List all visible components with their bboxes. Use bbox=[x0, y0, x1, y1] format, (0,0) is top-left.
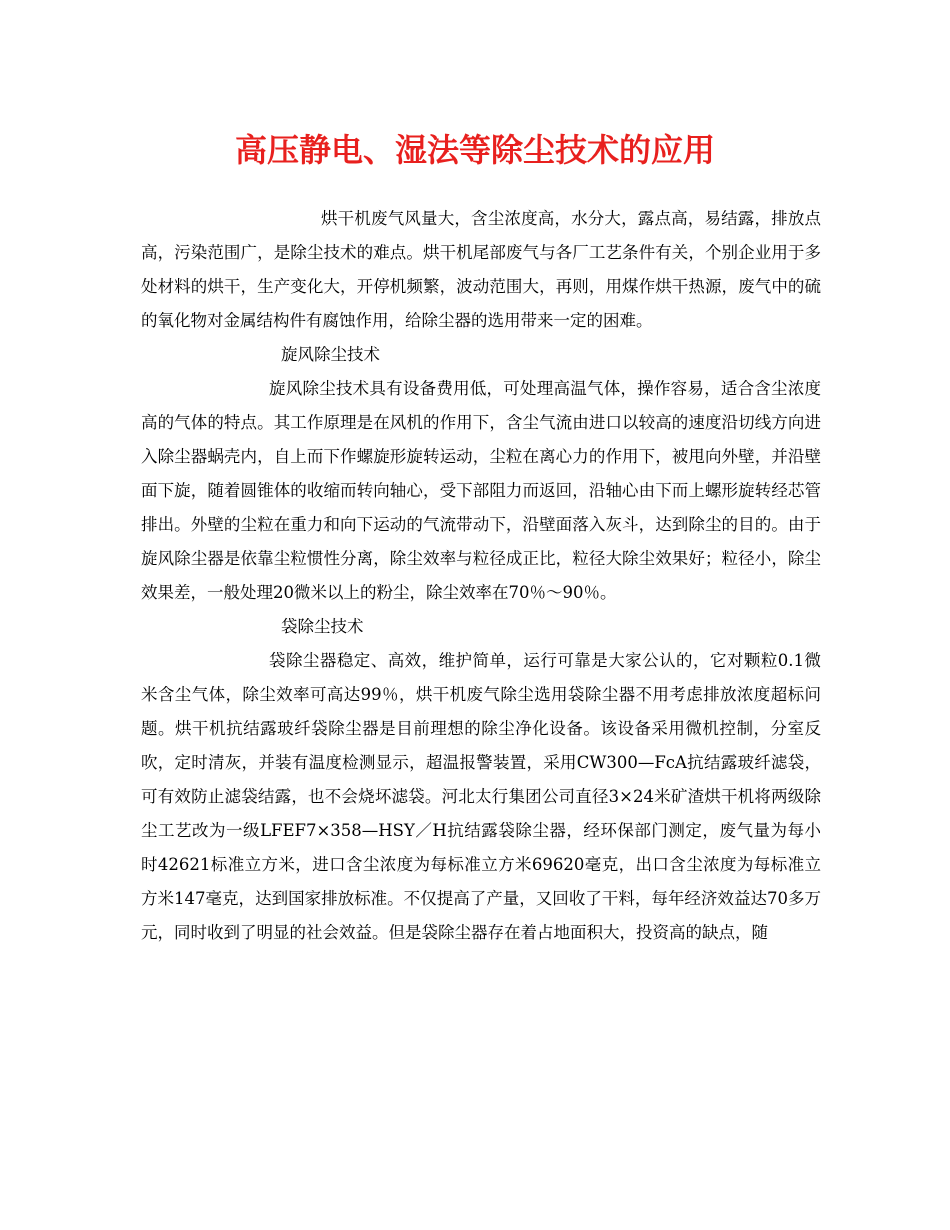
bag-paragraph: 袋除尘器稳定、高效，维护简单，运行可靠是大家公认的，它对颗粒0.1微米含尘气体，除尘效率可高达99％，烘干机废气除尘选用袋除尘器不用考虑排放浓度超标问题。烘干机抗结露玻纤袋除尘器是目前理想的除尘净化设备。该设备采用微机控制，分室反吹，定时清灰，并装有温度检测显示，超温报警装置，采用CW300—FcA抗结露玻纤滤袋，可有效防止滤袋结露，也不会烧坏滤袋。河北太行集团公司直径3×24米矿渣烘干机将两级除尘工艺改为一级LFEF7×358—HSY／H抗结露袋除尘器，经环保部门测定，废气量为每小时42621标准立方米，进口含尘浓度为每标准立方米69620毫克，出口含尘浓度为每标准立方米147毫克，达到国家排放标准。不仅提高了产量，又回收了干料，每年经济效益达70多万元，同时收到了明显的社会效益。但是袋除尘器存在着占地面积大，投资高的缺点，随 bbox=[141, 651, 821, 942]
section-heading-bag: 袋除尘技术 bbox=[281, 617, 364, 636]
document-body bbox=[141, 202, 821, 950]
intro-paragraph: 烘干机废气风量大，含尘浓度高，水分大，露点高，易结露，排放点高，污染范围广，是除尘技术的难点。烘干机尾部废气与各厂工艺条件有关，个别企业用于多处材料的烘干，生产变化大，开停机频繁，波动范围大，再则，用煤作烘干热源，废气中的硫的氧化物对金属结构件有腐蚀作用，给除尘器的选用带来一定的困难。 bbox=[141, 209, 821, 330]
cyclone-paragraph: 旋风除尘技术具有设备费用低，可处理高温气体，操作容易，适合含尘浓度高的气体的特点。其工作原理是在风机的作用下，含尘气流由进口以较高的速度沿切线方向进入除尘器蜗壳内，自上而下作螺旋形旋转运动，尘粒在离心力的作用下，被甩向外壁，并沿壁面下旋，随着圆锥体的收缩而转向轴心，受下部阻力而返回，沿轴心由下而上螺形旋转经芯管排出。外壁的尘粒在重力和向下运动的气流带动下，沿壁面落入灰斗，达到除尘的目的。由于旋风除尘器是依靠尘粒惯性分离，除尘效率与粒径成正比，粒径大除尘效果好；粒径小，除尘效果差，一般处理20微米以上的粉尘，除尘效率在70％～90％。 bbox=[141, 379, 821, 602]
page-title: 高压静电、湿法等除尘技术的应用 bbox=[234, 131, 715, 169]
section-heading-cyclone: 旋风除尘技术 bbox=[281, 345, 380, 364]
